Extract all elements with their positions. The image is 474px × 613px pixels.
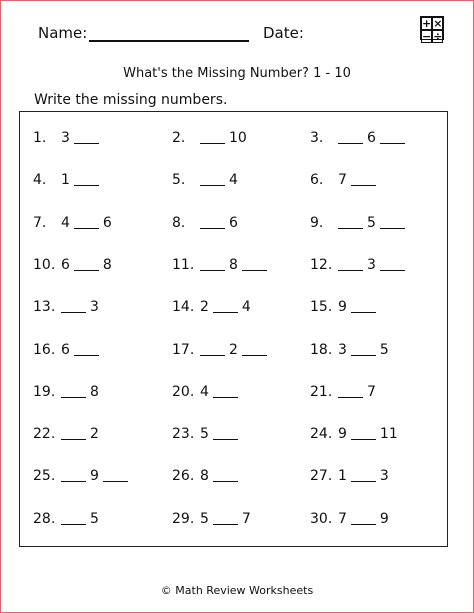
sequence-number: 11 — [379, 426, 398, 443]
problem-number: 30. — [310, 510, 333, 527]
problem-number: 5. — [172, 172, 186, 189]
problem-item — [310, 342, 393, 358]
answer-blank[interactable] — [74, 184, 99, 186]
sequence-number: 7 — [338, 172, 347, 189]
answer-blank[interactable] — [338, 227, 363, 229]
sequence-number: 1 — [338, 468, 347, 485]
answer-blank[interactable] — [351, 311, 376, 313]
sequence-number: 6 — [102, 214, 112, 231]
problem-item — [172, 384, 242, 400]
answer-blank[interactable] — [242, 269, 267, 271]
problem-number: 3. — [310, 130, 324, 146]
problem-number: 20. — [172, 383, 195, 400]
sequence-number: 7 — [367, 383, 376, 400]
answer-blank[interactable] — [380, 269, 405, 271]
answer-blank[interactable] — [213, 523, 238, 525]
problem-number: 22. — [33, 426, 56, 443]
sequence-number: 4 — [229, 172, 238, 189]
problem-number: 29. — [172, 510, 195, 527]
sequence-number: 8 — [102, 256, 112, 273]
sequence-number: 1 — [61, 172, 70, 189]
date-label: Date: — [263, 24, 304, 42]
problem-number: 2. — [172, 130, 186, 146]
problem-number: 4. — [33, 172, 47, 189]
answer-blank[interactable] — [351, 523, 376, 525]
name-label: Name: — [38, 24, 88, 42]
problem-item — [33, 130, 103, 146]
problem-number: 18. — [310, 341, 333, 358]
sequence-number: 9 — [338, 426, 347, 443]
answer-blank[interactable] — [351, 480, 376, 482]
sequence-number: 7 — [338, 510, 347, 527]
problem-number: 12. — [310, 256, 333, 273]
answer-blank[interactable] — [380, 227, 405, 229]
answer-blank[interactable] — [338, 142, 363, 144]
problem-number: 25. — [33, 468, 56, 485]
problem-number: 23. — [172, 426, 195, 443]
sequence-number: 4 — [61, 214, 70, 231]
sequence-number: 8 — [200, 468, 209, 485]
sequence-number: 3 — [61, 130, 70, 146]
problem-item — [310, 215, 409, 231]
plus-icon: + — [422, 17, 432, 30]
answer-blank[interactable] — [351, 438, 376, 440]
problem-item — [33, 299, 103, 315]
problem-item — [172, 172, 242, 188]
problem-item — [33, 342, 103, 358]
answer-blank[interactable] — [74, 142, 99, 144]
problem-item — [172, 426, 242, 442]
sequence-number: 9 — [338, 299, 347, 316]
answer-blank[interactable] — [61, 396, 86, 398]
problem-item — [33, 257, 116, 273]
problem-item — [172, 215, 242, 231]
answer-blank[interactable] — [61, 311, 86, 313]
problem-item — [310, 511, 393, 527]
problem-item — [172, 130, 251, 146]
answer-blank[interactable] — [242, 354, 267, 356]
problem-item — [33, 468, 132, 484]
problem-number: 15. — [310, 299, 333, 316]
times-icon: × — [433, 17, 443, 30]
worksheet-title: What's the Missing Number? 1 - 10 — [123, 66, 351, 81]
answer-blank[interactable] — [200, 354, 225, 356]
problem-number: 26. — [172, 468, 195, 485]
sequence-number: 10 — [229, 130, 247, 146]
problem-item — [310, 384, 380, 400]
sequence-number: 6 — [61, 256, 70, 273]
sequence-number: 6 — [229, 214, 238, 231]
sequence-number: 5 — [367, 214, 376, 231]
problem-item — [172, 257, 271, 273]
problem-item — [172, 511, 255, 527]
sequence-number: 2 — [200, 299, 209, 316]
problem-item — [310, 299, 380, 315]
answer-blank[interactable] — [200, 184, 225, 186]
minus-icon: − — [422, 30, 432, 43]
answer-blank[interactable] — [380, 142, 405, 144]
problem-number: 6. — [310, 172, 324, 189]
answer-blank[interactable] — [351, 184, 376, 186]
problem-item — [172, 468, 242, 484]
problem-item — [33, 511, 103, 527]
problem-number: 16. — [33, 341, 56, 358]
problem-number: 19. — [33, 383, 56, 400]
problem-number: 28. — [33, 510, 56, 527]
divide-icon: ÷ — [433, 30, 443, 43]
problem-number: 17. — [172, 341, 195, 358]
answer-blank[interactable] — [200, 269, 225, 271]
problem-number: 21. — [310, 383, 333, 400]
problem-item — [33, 384, 103, 400]
sequence-number: 4 — [241, 299, 251, 316]
sequence-number: 5 — [200, 510, 209, 527]
problem-item — [33, 426, 103, 442]
sequence-number: 3 — [379, 468, 389, 485]
problem-number: 27. — [310, 468, 333, 485]
problem-number: 14. — [172, 299, 195, 316]
sequence-number: 5 — [379, 341, 389, 358]
sequence-number: 3 — [338, 341, 347, 358]
answer-blank[interactable] — [74, 269, 99, 271]
problem-item — [310, 172, 380, 188]
math-symbols-logo — [420, 16, 444, 43]
problem-number: 9. — [310, 214, 324, 231]
problem-item — [310, 468, 393, 484]
sequence-number: 7 — [241, 510, 251, 527]
sequence-number: 5 — [200, 426, 209, 443]
problem-number: 8. — [172, 214, 186, 231]
problem-item — [172, 299, 255, 315]
instructions: Write the missing numbers. — [34, 92, 228, 108]
sequence-number: 8 — [90, 383, 99, 400]
answer-blank[interactable] — [351, 354, 376, 356]
answer-blank[interactable] — [338, 396, 363, 398]
answer-blank[interactable] — [213, 438, 238, 440]
problem-number: 11. — [172, 256, 195, 273]
answer-blank[interactable] — [61, 438, 86, 440]
problem-number: 10. — [33, 256, 56, 273]
answer-blank[interactable] — [213, 480, 238, 482]
sequence-number: 5 — [90, 510, 99, 527]
answer-blank[interactable] — [200, 142, 225, 144]
answer-blank[interactable] — [61, 480, 86, 482]
sequence-number: 2 — [90, 426, 99, 443]
answer-blank[interactable] — [61, 523, 86, 525]
problem-item — [172, 342, 271, 358]
sequence-number: 3 — [367, 256, 376, 273]
answer-blank[interactable] — [103, 480, 128, 482]
name-line[interactable] — [89, 39, 249, 42]
problem-item — [310, 130, 409, 146]
problem-number: 24. — [310, 426, 333, 443]
problem-number: 1. — [33, 130, 47, 146]
sequence-number: 2 — [229, 341, 238, 358]
sequence-number: 9 — [90, 468, 99, 485]
problem-number: 13. — [33, 299, 56, 316]
problem-number: 7. — [33, 214, 47, 231]
answer-blank[interactable] — [200, 227, 225, 229]
answer-blank[interactable] — [213, 311, 238, 313]
problem-item — [310, 426, 402, 442]
sequence-number: 8 — [229, 256, 238, 273]
sequence-number: 3 — [90, 299, 99, 316]
answer-blank[interactable] — [74, 227, 99, 229]
problem-item — [33, 172, 103, 188]
date-field[interactable] — [263, 24, 416, 42]
answer-blank[interactable] — [74, 354, 99, 356]
problem-item — [310, 257, 409, 273]
answer-blank[interactable] — [338, 269, 363, 271]
answer-blank[interactable] — [213, 396, 238, 398]
name-field[interactable] — [38, 24, 249, 42]
sequence-number: 6 — [367, 130, 376, 146]
problem-item — [33, 215, 116, 231]
sequence-number: 4 — [200, 383, 209, 400]
sequence-number: 9 — [379, 510, 389, 527]
footer-copyright: © Math Review Worksheets — [160, 584, 314, 597]
sequence-number: 6 — [61, 341, 70, 358]
